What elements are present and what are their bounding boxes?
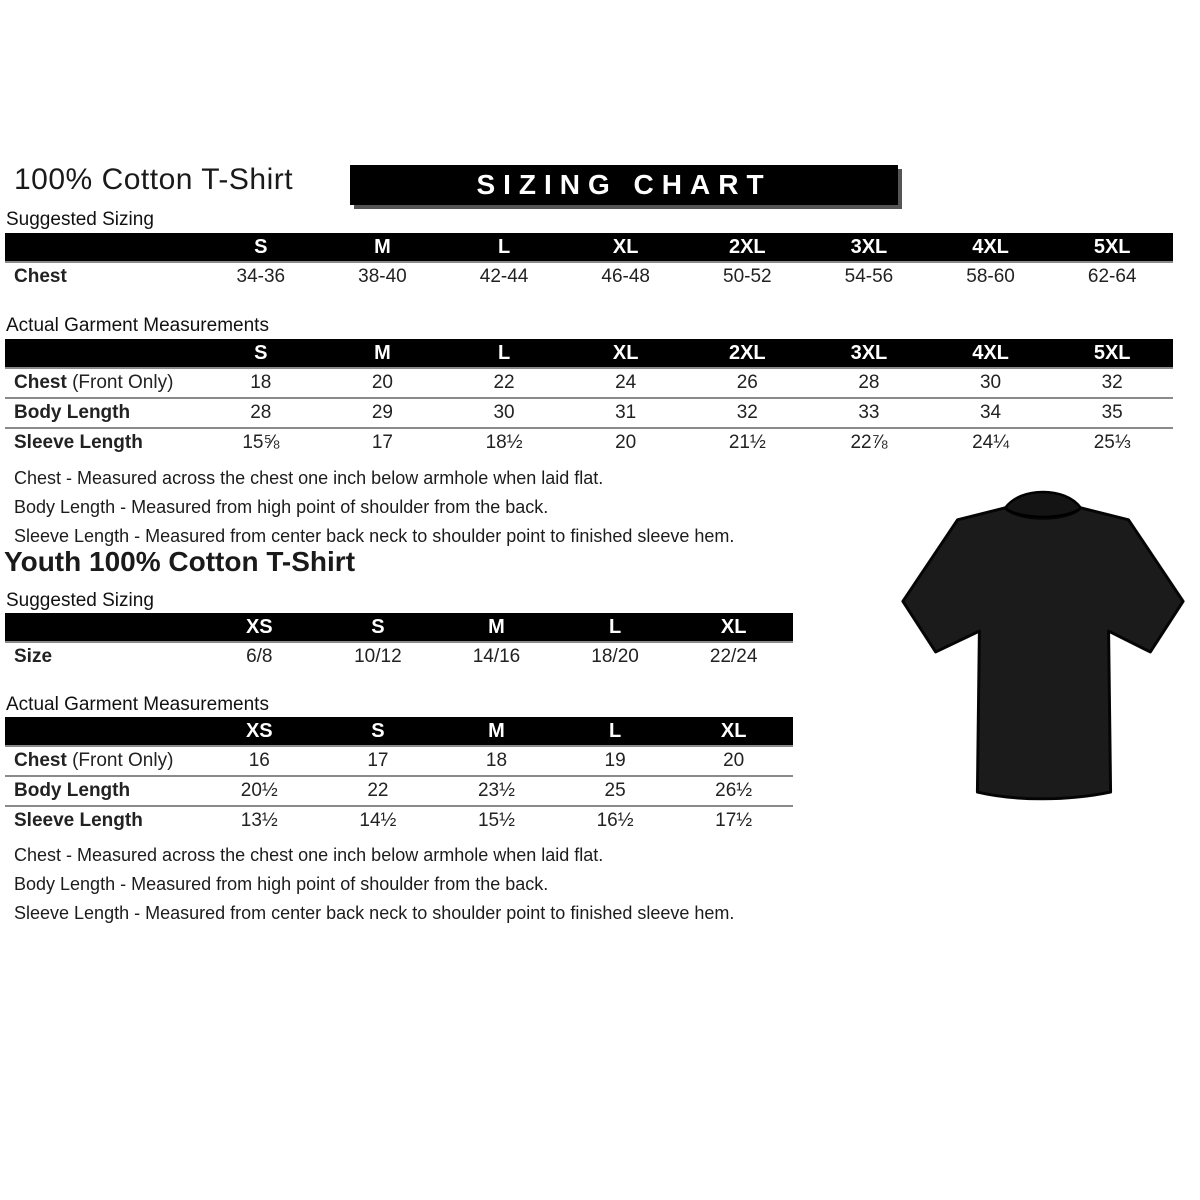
column-header-xl: XL — [720, 615, 747, 638]
cell-value: 17 — [367, 750, 389, 771]
page-title: 100% Cotton T-Shirt — [14, 163, 294, 196]
column-header-xl: XL — [720, 719, 747, 742]
adult-measurement-notes — [14, 464, 734, 551]
cell-value: 18/20 — [591, 646, 639, 667]
cell-value: 46-48 — [601, 266, 650, 287]
sizing-chart-banner-text: SIZING CHART — [476, 169, 772, 200]
column-header-l: L — [497, 235, 511, 258]
cell-value: 6/8 — [246, 646, 273, 667]
table-header-row — [5, 613, 793, 643]
cell-value: 30 — [979, 372, 1002, 393]
column-header-xs: XS — [245, 719, 273, 742]
column-header-s: S — [254, 235, 268, 258]
cell-value: 17 — [371, 432, 393, 453]
cell-value: 18½ — [485, 432, 523, 453]
cell-value: 20½ — [240, 780, 278, 801]
column-header-2xl: 2XL — [728, 235, 766, 258]
tshirt-graphic — [892, 486, 1194, 804]
column-header-4xl: 4XL — [972, 235, 1009, 258]
cell-value: 24 — [615, 372, 637, 393]
note-line: Chest - Measured across the chest one inch below armhole when laid flat. — [14, 468, 604, 488]
column-header-4xl: 4XL — [972, 341, 1009, 364]
youth-actual-measurements-label: Actual Garment Measurements — [6, 694, 269, 715]
table-row — [5, 263, 1173, 291]
cell-value: 16½ — [596, 810, 634, 831]
cell-value: 38-40 — [358, 266, 407, 287]
cell-value: 21½ — [728, 432, 766, 453]
cell-value: 35 — [1101, 402, 1123, 423]
cell-value: 13½ — [240, 810, 278, 831]
cell-value: 28 — [858, 372, 880, 393]
cell-value: 15½ — [477, 810, 515, 831]
cell-value: 16 — [248, 750, 270, 771]
cell-value: 58-60 — [966, 266, 1015, 287]
row-label: Sleeve Length — [14, 432, 143, 453]
column-header-m: M — [374, 235, 391, 258]
column-header-s: S — [254, 341, 268, 364]
cell-value: 25⅓ — [1093, 432, 1131, 453]
cell-value: 23½ — [477, 780, 515, 801]
note-line: Sleeve Length - Measured from center back neck to shoulder point to finished sleeve hem. — [14, 526, 735, 546]
cell-value: 50-52 — [723, 266, 772, 287]
cell-value: 14½ — [359, 810, 397, 831]
cell-value: 33 — [858, 402, 880, 423]
adult-measurements-table — [5, 339, 1173, 457]
column-header-m: M — [488, 719, 505, 742]
cell-value: 34 — [979, 402, 1002, 423]
column-header-2xl: 2XL — [728, 341, 766, 364]
table-header-row — [5, 233, 1173, 263]
column-header-l: L — [608, 615, 622, 638]
row-label: Sleeve Length — [14, 810, 143, 831]
cell-value: 20 — [723, 750, 745, 771]
cell-value: 31 — [615, 402, 637, 423]
cell-value: 26 — [736, 372, 758, 393]
note-line: Body Length - Measured from high point of shoulder from the back. — [14, 497, 549, 517]
column-header-l: L — [608, 719, 622, 742]
table-row — [5, 397, 1173, 427]
column-header-s: S — [371, 615, 385, 638]
cell-value: 19 — [604, 750, 626, 771]
table-row — [5, 643, 793, 671]
cell-value: 22/24 — [709, 646, 758, 667]
table-row — [5, 775, 793, 805]
cell-value: 17½ — [715, 810, 753, 831]
cell-value: 30 — [493, 402, 515, 423]
cell-value: 54-56 — [844, 266, 894, 287]
cell-value: 20 — [371, 372, 393, 393]
table-row — [5, 427, 1173, 457]
cell-value: 32 — [736, 402, 758, 423]
column-header-xl: XL — [612, 235, 639, 258]
row-label: Body Length — [14, 402, 131, 423]
cell-value: 15⅝ — [242, 432, 280, 453]
cell-value: 25 — [604, 780, 626, 801]
note-line: Sleeve Length - Measured from center back neck to shoulder point to finished sleeve hem. — [14, 903, 735, 923]
column-header-m: M — [374, 341, 391, 364]
tshirt-image — [892, 486, 1194, 804]
cell-value: 32 — [1101, 372, 1123, 393]
tshirt-collar-shape — [1005, 492, 1081, 517]
cell-value: 28 — [250, 402, 272, 423]
cell-value: 18 — [485, 750, 508, 771]
sizing-chart-banner — [350, 165, 898, 205]
cell-value: 62-64 — [1087, 266, 1137, 287]
cell-value: 18 — [250, 372, 272, 393]
column-header-5xl: 5XL — [1093, 341, 1131, 364]
cell-value: 29 — [371, 402, 393, 423]
row-label: Chest (Front Only) — [14, 750, 174, 771]
cell-value: 26½ — [715, 780, 753, 801]
column-header-m: M — [488, 615, 505, 638]
adult-suggested-sizing-table — [5, 233, 1173, 291]
cell-value: 14/16 — [472, 646, 521, 667]
cell-value: 24¼ — [972, 432, 1010, 453]
note-line: Body Length - Measured from high point of shoulder from the back. — [14, 874, 549, 894]
youth-measurements-table — [5, 717, 793, 835]
column-header-3xl: 3XL — [850, 235, 888, 258]
table-row — [5, 747, 793, 775]
youth-measurement-notes — [14, 841, 734, 928]
column-header-s: S — [371, 719, 385, 742]
column-header-xs: XS — [245, 615, 273, 638]
cell-value: 42-44 — [479, 266, 529, 287]
adult-suggested-sizing-label: Suggested Sizing — [6, 209, 154, 230]
row-label: Body Length — [14, 780, 131, 801]
table-row — [5, 805, 793, 835]
youth-page-title: Youth 100% Cotton T-Shirt — [4, 546, 356, 577]
youth-suggested-sizing-label: Suggested Sizing — [6, 590, 154, 611]
cell-value: 22 — [367, 780, 389, 801]
adult-actual-measurements-label: Actual Garment Measurements — [6, 315, 269, 336]
cell-value: 34-36 — [236, 266, 286, 287]
note-line: Chest - Measured across the chest one inch below armhole when laid flat. — [14, 845, 604, 865]
youth-suggested-sizing-table — [5, 613, 793, 671]
row-label: Chest (Front Only) — [14, 372, 174, 393]
row-label: Chest — [14, 266, 67, 287]
cell-value: 22 — [493, 372, 515, 393]
cell-value: 22⅞ — [850, 432, 888, 453]
table-header-row — [5, 717, 793, 747]
table-header-row — [5, 339, 1173, 369]
column-header-5xl: 5XL — [1093, 235, 1131, 258]
column-header-xl: XL — [612, 341, 639, 364]
cell-value: 20 — [615, 432, 637, 453]
column-header-3xl: 3XL — [850, 341, 888, 364]
cell-value: 10/12 — [354, 646, 402, 667]
tshirt-body-shape — [903, 508, 1183, 799]
column-header-l: L — [497, 341, 511, 364]
row-label: Size — [14, 646, 53, 667]
table-row — [5, 369, 1173, 397]
